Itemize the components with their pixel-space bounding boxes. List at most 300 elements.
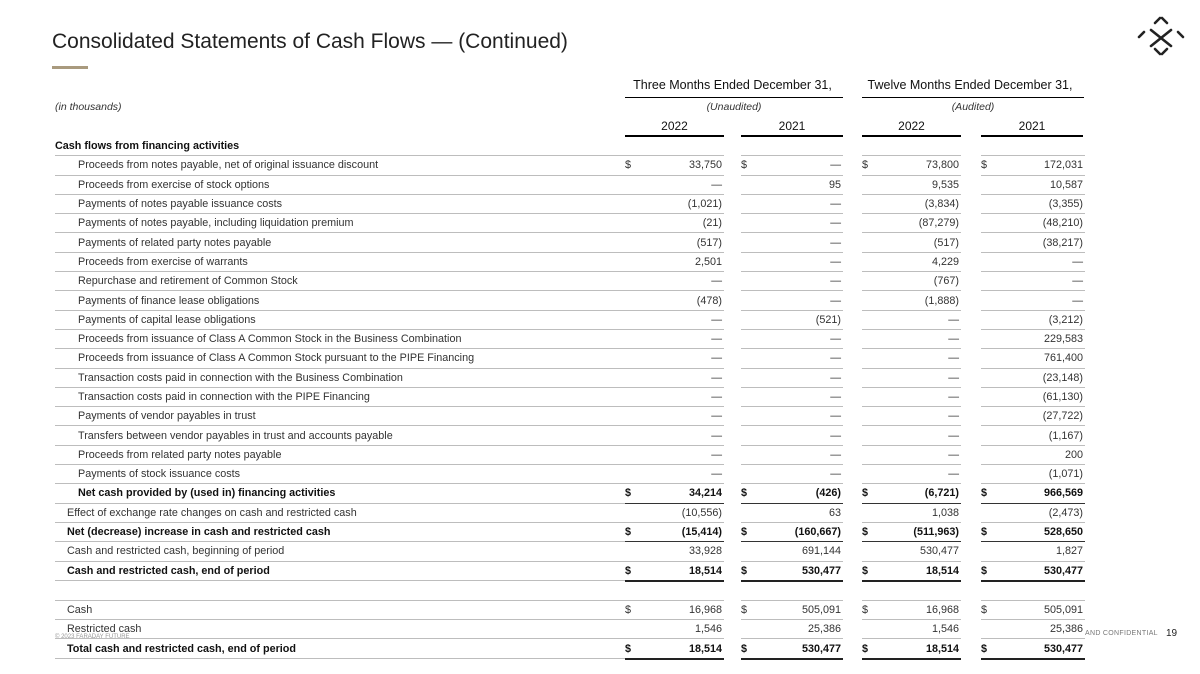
value-cell bbox=[981, 329, 1085, 348]
column-gap bbox=[843, 426, 862, 445]
column-gap bbox=[724, 368, 741, 387]
column-gap bbox=[843, 291, 862, 310]
column-gap bbox=[843, 233, 862, 252]
amount: 530,477 bbox=[801, 564, 841, 577]
currency-symbol: $ bbox=[625, 603, 632, 616]
column-gap bbox=[724, 387, 741, 406]
row-label bbox=[55, 581, 625, 601]
amount: — bbox=[711, 429, 722, 442]
currency-symbol: $ bbox=[741, 159, 748, 172]
value-cell bbox=[862, 233, 961, 252]
value-cell bbox=[625, 252, 724, 271]
row-label: Cash bbox=[55, 600, 625, 619]
column-gap bbox=[843, 387, 862, 406]
column-gap bbox=[724, 407, 741, 426]
value-cell bbox=[981, 561, 1085, 581]
amount: 528,650 bbox=[1043, 526, 1083, 539]
row-label: Proceeds from exercise of stock options bbox=[55, 175, 625, 194]
value-cell bbox=[981, 175, 1085, 194]
amount: — bbox=[830, 410, 841, 423]
amount: — bbox=[948, 429, 959, 442]
amount: — bbox=[830, 371, 841, 384]
amount: (38,217) bbox=[1042, 236, 1083, 249]
column-gap bbox=[843, 194, 862, 213]
value-cell bbox=[741, 214, 843, 233]
amount: — bbox=[1072, 255, 1083, 268]
value-cell bbox=[862, 272, 961, 291]
amount: 530,477 bbox=[801, 642, 841, 655]
column-gap bbox=[843, 484, 862, 503]
column-gap bbox=[961, 214, 981, 233]
value-cell bbox=[741, 484, 843, 503]
column-gap bbox=[843, 561, 862, 581]
value-cell bbox=[862, 542, 961, 561]
currency-symbol: $ bbox=[625, 526, 632, 539]
row-label: Payments of stock issuance costs bbox=[55, 465, 625, 484]
column-gap bbox=[724, 194, 741, 213]
amount: (27,722) bbox=[1042, 410, 1083, 423]
value-cell bbox=[862, 137, 961, 156]
table-row bbox=[55, 156, 1085, 175]
value-cell bbox=[625, 329, 724, 348]
currency-symbol: $ bbox=[625, 159, 632, 172]
amount: (1,888) bbox=[924, 294, 959, 307]
audited-label: (Audited) bbox=[951, 101, 995, 113]
row-label: Payments of notes payable issuance costs bbox=[55, 194, 625, 213]
value-cell bbox=[981, 156, 1085, 175]
column-gap bbox=[843, 214, 862, 233]
amount: — bbox=[1072, 275, 1083, 288]
amount: — bbox=[711, 448, 722, 461]
value-cell bbox=[981, 368, 1085, 387]
value-cell bbox=[625, 522, 724, 541]
currency-symbol: $ bbox=[741, 526, 748, 539]
column-gap bbox=[961, 368, 981, 387]
column-gap bbox=[724, 542, 741, 561]
value-cell bbox=[862, 522, 961, 541]
column-gap bbox=[961, 639, 981, 659]
column-gap bbox=[843, 581, 862, 601]
column-gap bbox=[843, 310, 862, 329]
amount: — bbox=[711, 275, 722, 288]
cash-flow-table bbox=[55, 137, 1085, 660]
value-cell bbox=[741, 368, 843, 387]
column-gap bbox=[724, 156, 741, 175]
value-cell bbox=[741, 426, 843, 445]
row-label: Restricted cash bbox=[55, 620, 625, 639]
value-cell bbox=[741, 175, 843, 194]
table-row bbox=[55, 291, 1085, 310]
currency-symbol: $ bbox=[862, 603, 869, 616]
table-row bbox=[55, 561, 1085, 581]
column-gap bbox=[843, 620, 862, 639]
column-gap bbox=[961, 194, 981, 213]
amount: (10,556) bbox=[681, 506, 722, 519]
row-label: Cash flows from financing activities bbox=[55, 137, 625, 156]
value-cell bbox=[625, 310, 724, 329]
table-row bbox=[55, 310, 1085, 329]
column-gap bbox=[961, 252, 981, 271]
column-gap bbox=[961, 387, 981, 406]
amount: 966,569 bbox=[1043, 487, 1083, 500]
value-cell bbox=[741, 503, 843, 522]
table-row bbox=[55, 426, 1085, 445]
confidential-footer: AND CONFIDENTIAL bbox=[1085, 630, 1158, 637]
amount: (160,667) bbox=[794, 526, 841, 539]
value-cell bbox=[862, 426, 961, 445]
amount: — bbox=[830, 159, 841, 172]
value-cell bbox=[981, 407, 1085, 426]
column-gap bbox=[724, 581, 741, 601]
table-row bbox=[55, 620, 1085, 639]
table-row bbox=[55, 581, 1085, 601]
amount: (1,021) bbox=[687, 198, 722, 211]
value-cell bbox=[862, 484, 961, 503]
row-label: Cash and restricted cash, beginning of period bbox=[55, 542, 625, 561]
amount: (48,210) bbox=[1042, 217, 1083, 230]
amount: (2,473) bbox=[1048, 506, 1083, 519]
amount: — bbox=[830, 198, 841, 211]
amount: — bbox=[711, 410, 722, 423]
row-label: Proceeds from issuance of Class A Common Stock in the Business Combination bbox=[55, 329, 625, 348]
company-logo-icon bbox=[1134, 14, 1188, 58]
table-row bbox=[55, 252, 1085, 271]
table-row bbox=[55, 272, 1085, 291]
amount: — bbox=[948, 333, 959, 346]
column-gap bbox=[843, 407, 862, 426]
currency-symbol: $ bbox=[862, 564, 869, 577]
column-gap bbox=[724, 484, 741, 503]
amount: 505,091 bbox=[1043, 603, 1083, 616]
value-cell bbox=[625, 233, 724, 252]
table-row bbox=[55, 465, 1085, 484]
amount: (87,279) bbox=[918, 217, 959, 230]
value-cell bbox=[862, 561, 961, 581]
amount: 18,514 bbox=[688, 642, 722, 655]
amount: 33,750 bbox=[688, 159, 722, 172]
year-header: 2022 bbox=[661, 119, 688, 133]
amount: 1,546 bbox=[931, 623, 959, 636]
currency-symbol: $ bbox=[981, 526, 988, 539]
amount: — bbox=[830, 255, 841, 268]
value-cell bbox=[862, 465, 961, 484]
amount: 1,546 bbox=[694, 623, 722, 636]
amount: (6,721) bbox=[924, 487, 959, 500]
column-gap bbox=[724, 600, 741, 619]
row-label: Payments of related party notes payable bbox=[55, 233, 625, 252]
row-label: Net (decrease) increase in cash and restricted cash bbox=[55, 522, 625, 541]
amount: — bbox=[948, 313, 959, 326]
unaudited-label: (Unaudited) bbox=[706, 101, 762, 113]
amount: 18,514 bbox=[925, 642, 959, 655]
column-gap bbox=[724, 233, 741, 252]
value-cell bbox=[741, 465, 843, 484]
amount: (478) bbox=[696, 294, 722, 307]
value-cell bbox=[862, 291, 961, 310]
amount: (1,167) bbox=[1048, 429, 1083, 442]
three-months-header: Three Months Ended December 31, bbox=[633, 78, 832, 92]
currency-symbol: $ bbox=[625, 487, 632, 500]
value-cell bbox=[625, 639, 724, 659]
amount: 691,144 bbox=[801, 545, 841, 558]
amount: (511,963) bbox=[913, 526, 959, 539]
currency-symbol: $ bbox=[741, 564, 748, 577]
column-gap bbox=[961, 349, 981, 368]
table-row bbox=[55, 175, 1085, 194]
value-cell bbox=[981, 272, 1085, 291]
value-cell bbox=[981, 620, 1085, 639]
column-gap bbox=[961, 445, 981, 464]
amount: 1,827 bbox=[1055, 545, 1083, 558]
value-cell bbox=[625, 426, 724, 445]
value-cell bbox=[741, 291, 843, 310]
value-cell bbox=[981, 445, 1085, 464]
column-gap bbox=[724, 465, 741, 484]
amount: — bbox=[711, 178, 722, 191]
column-gap bbox=[843, 600, 862, 619]
column-gap bbox=[961, 291, 981, 310]
value-cell bbox=[625, 214, 724, 233]
amount: 25,386 bbox=[807, 623, 841, 636]
row-label: Payments of finance lease obligations bbox=[55, 291, 625, 310]
value-cell bbox=[862, 407, 961, 426]
value-cell bbox=[981, 310, 1085, 329]
amount: 530,477 bbox=[919, 545, 959, 558]
column-gap bbox=[961, 600, 981, 619]
row-label: Payments of capital lease obligations bbox=[55, 310, 625, 329]
column-gap bbox=[843, 175, 862, 194]
amount: — bbox=[948, 371, 959, 384]
currency-symbol: $ bbox=[862, 642, 869, 655]
value-cell bbox=[862, 600, 961, 619]
table-row bbox=[55, 387, 1085, 406]
amount: — bbox=[830, 468, 841, 481]
row-label: Proceeds from related party notes payable bbox=[55, 445, 625, 464]
row-label: Total cash and restricted cash, end of period bbox=[55, 639, 625, 659]
amount: (517) bbox=[933, 236, 959, 249]
amount: — bbox=[711, 333, 722, 346]
value-cell bbox=[981, 137, 1085, 156]
value-cell bbox=[625, 600, 724, 619]
value-cell bbox=[625, 581, 724, 601]
value-cell bbox=[981, 291, 1085, 310]
column-gap bbox=[961, 156, 981, 175]
value-cell bbox=[625, 272, 724, 291]
value-cell bbox=[625, 484, 724, 503]
copyright-footer: © 2023 FARADAY FUTURE bbox=[55, 634, 130, 640]
amount: — bbox=[830, 333, 841, 346]
amount: — bbox=[948, 448, 959, 461]
amount: (426) bbox=[815, 487, 841, 500]
value-cell bbox=[741, 137, 843, 156]
value-cell bbox=[741, 272, 843, 291]
value-cell bbox=[741, 600, 843, 619]
amount: (767) bbox=[933, 275, 959, 288]
value-cell bbox=[981, 387, 1085, 406]
table-row bbox=[55, 503, 1085, 522]
column-gap bbox=[843, 137, 862, 156]
currency-symbol: $ bbox=[981, 603, 988, 616]
twelve-months-header: Twelve Months Ended December 31, bbox=[867, 78, 1073, 92]
currency-symbol: $ bbox=[981, 487, 988, 500]
amount: — bbox=[948, 391, 959, 403]
column-gap bbox=[961, 137, 981, 156]
value-cell bbox=[862, 252, 961, 271]
value-cell bbox=[981, 639, 1085, 659]
value-cell bbox=[981, 465, 1085, 484]
table-row bbox=[55, 600, 1085, 619]
amount: — bbox=[830, 236, 841, 249]
amount: 34,214 bbox=[688, 487, 722, 500]
amount: 530,477 bbox=[1043, 642, 1083, 655]
value-cell bbox=[862, 387, 961, 406]
column-gap bbox=[724, 445, 741, 464]
value-cell bbox=[741, 407, 843, 426]
currency-symbol: $ bbox=[625, 564, 632, 577]
column-gap bbox=[961, 310, 981, 329]
amount: (3,834) bbox=[924, 198, 959, 211]
amount: 1,038 bbox=[931, 506, 959, 519]
amount: 4,229 bbox=[931, 255, 959, 268]
value-cell bbox=[862, 349, 961, 368]
value-cell bbox=[981, 522, 1085, 541]
row-label: Transaction costs paid in connection with the PIPE Financing bbox=[55, 387, 625, 406]
value-cell bbox=[625, 465, 724, 484]
column-gap bbox=[843, 445, 862, 464]
value-cell bbox=[625, 445, 724, 464]
row-label: Payments of vendor payables in trust bbox=[55, 407, 625, 426]
value-cell bbox=[741, 310, 843, 329]
currency-symbol: $ bbox=[981, 159, 988, 172]
amount: (3,212) bbox=[1048, 313, 1083, 326]
table-row bbox=[55, 368, 1085, 387]
value-cell bbox=[625, 349, 724, 368]
value-cell bbox=[862, 329, 961, 348]
value-cell bbox=[741, 542, 843, 561]
twelve-months-underline bbox=[862, 97, 1084, 98]
year-header: 2021 bbox=[778, 119, 806, 133]
value-cell bbox=[862, 581, 961, 601]
amount: — bbox=[830, 294, 841, 307]
value-cell bbox=[981, 503, 1085, 522]
column-gap bbox=[961, 465, 981, 484]
column-gap bbox=[961, 426, 981, 445]
row-label: Repurchase and retirement of Common Stock bbox=[55, 272, 625, 291]
value-cell bbox=[741, 561, 843, 581]
value-cell bbox=[741, 194, 843, 213]
amount: (517) bbox=[696, 236, 722, 249]
value-cell bbox=[625, 503, 724, 522]
table-row bbox=[55, 639, 1085, 659]
value-cell bbox=[862, 639, 961, 659]
column-gap bbox=[724, 522, 741, 541]
column-gap bbox=[843, 272, 862, 291]
amount: — bbox=[948, 352, 959, 365]
three-months-underline bbox=[625, 97, 843, 98]
amount: (3,355) bbox=[1048, 198, 1083, 211]
column-gap bbox=[961, 522, 981, 541]
amount: — bbox=[830, 275, 841, 288]
currency-symbol: $ bbox=[741, 642, 748, 655]
row-label: Transaction costs paid in connection with the Business Combination bbox=[55, 368, 625, 387]
column-gap bbox=[961, 620, 981, 639]
value-cell bbox=[625, 175, 724, 194]
column-gap bbox=[724, 503, 741, 522]
column-gap bbox=[961, 503, 981, 522]
value-cell bbox=[981, 542, 1085, 561]
value-cell bbox=[981, 214, 1085, 233]
row-label: Proceeds from exercise of warrants bbox=[55, 252, 625, 271]
amount: (521) bbox=[815, 313, 841, 326]
value-cell bbox=[625, 561, 724, 581]
column-gap bbox=[843, 252, 862, 271]
amount: 63 bbox=[828, 506, 841, 519]
table-row bbox=[55, 214, 1085, 233]
value-cell bbox=[862, 214, 961, 233]
column-gap bbox=[843, 368, 862, 387]
units-label: (in thousands) bbox=[55, 101, 122, 113]
value-cell bbox=[625, 291, 724, 310]
amount: 2,501 bbox=[694, 255, 722, 268]
table-row bbox=[55, 233, 1085, 252]
amount: — bbox=[830, 429, 841, 442]
column-gap bbox=[724, 137, 741, 156]
column-gap bbox=[843, 503, 862, 522]
currency-symbol: $ bbox=[862, 487, 869, 500]
column-gap bbox=[724, 639, 741, 659]
value-cell bbox=[981, 233, 1085, 252]
amount: 16,968 bbox=[688, 603, 722, 616]
value-cell bbox=[625, 156, 724, 175]
value-cell bbox=[741, 620, 843, 639]
amount: (1,071) bbox=[1048, 468, 1083, 481]
currency-symbol: $ bbox=[862, 526, 869, 539]
column-gap bbox=[724, 426, 741, 445]
row-label: Net cash provided by (used in) financing activities bbox=[55, 484, 625, 503]
value-cell bbox=[625, 407, 724, 426]
title-underline bbox=[52, 66, 88, 69]
column-gap bbox=[961, 484, 981, 503]
amount: 18,514 bbox=[688, 564, 722, 577]
column-gap bbox=[724, 291, 741, 310]
row-label: Proceeds from issuance of Class A Common Stock pursuant to the PIPE Financing bbox=[55, 349, 625, 368]
column-gap bbox=[961, 581, 981, 601]
column-gap bbox=[961, 542, 981, 561]
amount: (21) bbox=[702, 217, 722, 230]
amount: (61,130) bbox=[1042, 391, 1083, 403]
currency-symbol: $ bbox=[981, 564, 988, 577]
value-cell bbox=[741, 233, 843, 252]
value-cell bbox=[741, 387, 843, 406]
amount: — bbox=[948, 410, 959, 423]
value-cell bbox=[625, 137, 724, 156]
table-row bbox=[55, 329, 1085, 348]
amount: — bbox=[948, 468, 959, 481]
table-row bbox=[55, 194, 1085, 213]
year-header: 2022 bbox=[898, 119, 925, 133]
value-cell bbox=[862, 156, 961, 175]
value-cell bbox=[625, 387, 724, 406]
column-gap bbox=[843, 329, 862, 348]
column-gap bbox=[843, 465, 862, 484]
amount: 9,535 bbox=[931, 178, 959, 191]
currency-symbol: $ bbox=[741, 603, 748, 616]
page-title: Consolidated Statements of Cash Flows — (Continued) bbox=[52, 30, 568, 53]
value-cell bbox=[741, 156, 843, 175]
value-cell bbox=[625, 368, 724, 387]
column-gap bbox=[961, 175, 981, 194]
amount: — bbox=[711, 352, 722, 365]
